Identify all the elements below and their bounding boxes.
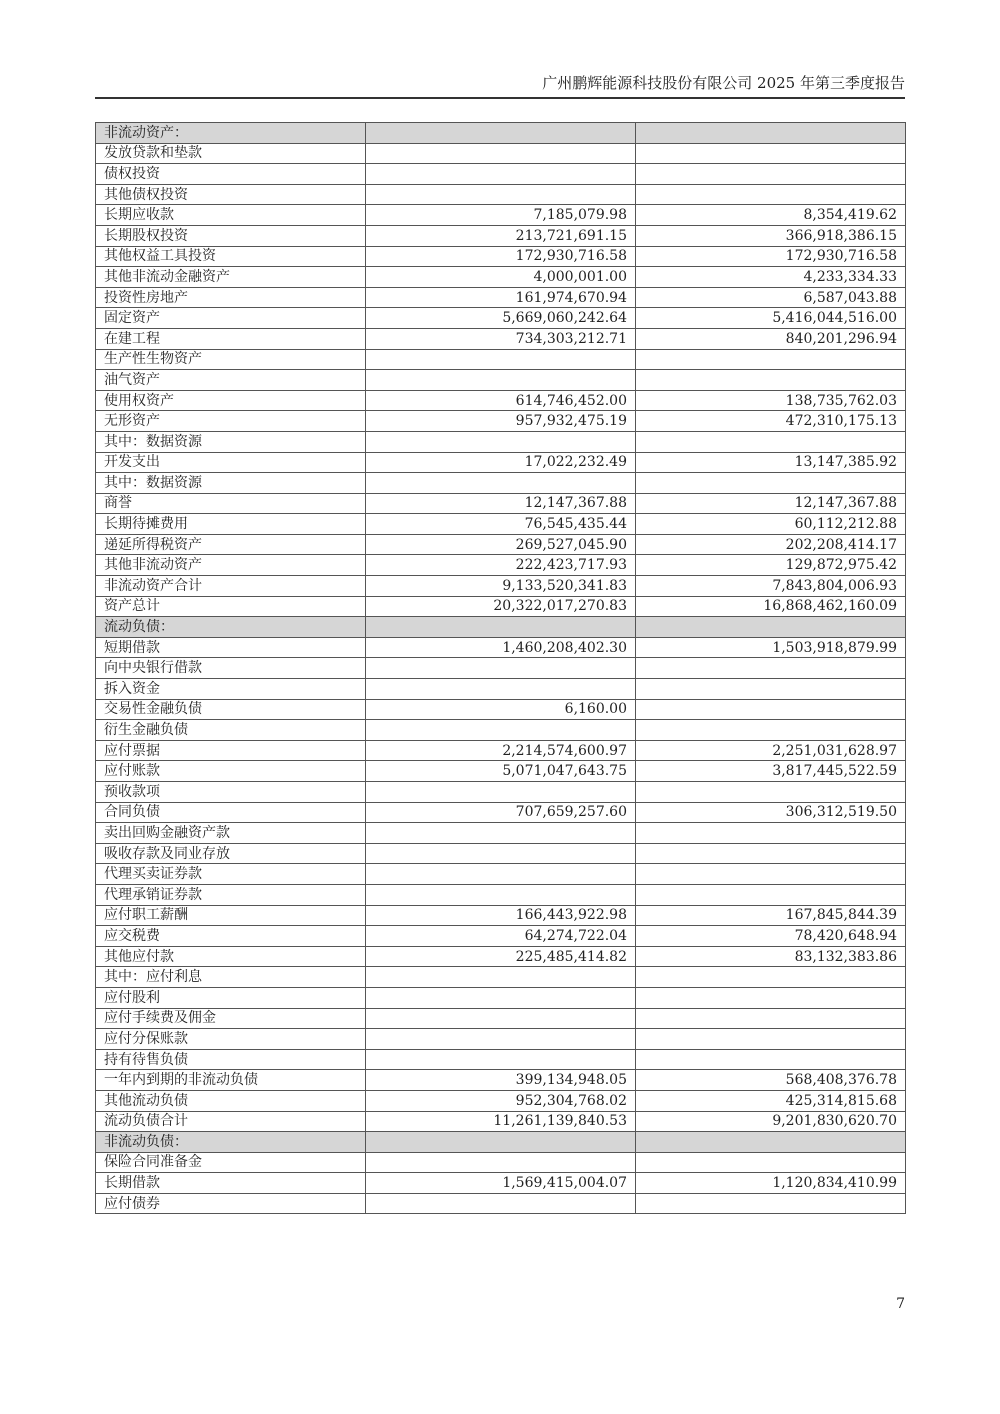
table-row [96, 267, 906, 288]
table-row [96, 514, 906, 535]
table-row [96, 1070, 906, 1091]
period-end-value: 5,071,047,643.75 [366, 761, 636, 782]
year-start-value: 129,872,975.42 [636, 555, 906, 576]
year-start-value: 366,918,386.15 [636, 225, 906, 246]
balance-sheet-body [96, 123, 906, 1214]
period-end-value [366, 987, 636, 1008]
year-start-value [636, 987, 906, 1008]
period-end-value: 11,261,139,840.53 [366, 1111, 636, 1132]
row-label: 长期股权投资 [96, 225, 366, 246]
year-start-value: 425,314,815.68 [636, 1090, 906, 1111]
row-label: 代理买卖证券款 [96, 864, 366, 885]
row-label: 商誉 [96, 493, 366, 514]
row-label: 非流动资产合计 [96, 576, 366, 597]
period-end-value [366, 1193, 636, 1214]
period-end-value: 76,545,435.44 [366, 514, 636, 535]
row-label: 资产总计 [96, 596, 366, 617]
period-end-value: 7,185,079.98 [366, 205, 636, 226]
row-label: 流动负债合计 [96, 1111, 366, 1132]
year-start-value [636, 1049, 906, 1070]
row-label: 拆入资金 [96, 679, 366, 700]
table-row [96, 864, 906, 885]
year-start-value: 83,132,383.86 [636, 946, 906, 967]
period-end-value [366, 123, 636, 144]
year-start-value: 9,201,830,620.70 [636, 1111, 906, 1132]
period-end-value: 64,274,722.04 [366, 926, 636, 947]
period-end-value [366, 143, 636, 164]
year-start-value [636, 864, 906, 885]
table-row [96, 905, 906, 926]
row-label: 吸收存款及同业存放 [96, 843, 366, 864]
row-label: 使用权资产 [96, 390, 366, 411]
year-start-value: 306,312,519.50 [636, 802, 906, 823]
period-end-value: 4,000,001.00 [366, 267, 636, 288]
table-row [96, 658, 906, 679]
period-end-value: 957,932,475.19 [366, 411, 636, 432]
year-start-value: 78,420,648.94 [636, 926, 906, 947]
row-label: 投资性房地产 [96, 287, 366, 308]
table-row [96, 555, 906, 576]
table-row [96, 431, 906, 452]
year-start-value [636, 1152, 906, 1173]
row-label: 应付账款 [96, 761, 366, 782]
period-end-value: 269,527,045.90 [366, 534, 636, 555]
period-end-value: 222,423,717.93 [366, 555, 636, 576]
table-row [96, 390, 906, 411]
table-row [96, 349, 906, 370]
row-label: 应付票据 [96, 740, 366, 761]
year-start-value [636, 1132, 906, 1153]
row-label: 债权投资 [96, 164, 366, 185]
year-start-value [636, 1029, 906, 1050]
period-end-value: 5,669,060,242.64 [366, 308, 636, 329]
table-row [96, 452, 906, 473]
year-start-value [636, 184, 906, 205]
table-row [96, 720, 906, 741]
row-label: 其中：数据资源 [96, 473, 366, 494]
period-end-value: 213,721,691.15 [366, 225, 636, 246]
balance-sheet-table [95, 122, 906, 1214]
year-start-value: 1,503,918,879.99 [636, 637, 906, 658]
year-start-value: 167,845,844.39 [636, 905, 906, 926]
table-row [96, 123, 906, 144]
row-label: 非流动资产： [96, 123, 366, 144]
year-start-value: 4,233,334.33 [636, 267, 906, 288]
year-start-value: 138,735,762.03 [636, 390, 906, 411]
period-end-value: 20,322,017,270.83 [366, 596, 636, 617]
period-end-value [366, 864, 636, 885]
row-label: 应付手续费及佣金 [96, 1008, 366, 1029]
period-end-value [366, 1008, 636, 1029]
row-label: 预收款项 [96, 782, 366, 803]
row-label: 其他非流动资产 [96, 555, 366, 576]
row-label: 应交税费 [96, 926, 366, 947]
year-start-value: 7,843,804,006.93 [636, 576, 906, 597]
row-label: 应付债券 [96, 1193, 366, 1214]
period-end-value [366, 967, 636, 988]
year-start-value: 13,147,385.92 [636, 452, 906, 473]
table-row [96, 679, 906, 700]
period-end-value: 2,214,574,600.97 [366, 740, 636, 761]
year-start-value: 1,120,834,410.99 [636, 1173, 906, 1194]
table-row [96, 411, 906, 432]
table-row [96, 473, 906, 494]
row-label: 其他流动负债 [96, 1090, 366, 1111]
row-label: 生产性生物资产 [96, 349, 366, 370]
period-end-value: 225,485,414.82 [366, 946, 636, 967]
page-number: 7 [896, 1296, 905, 1312]
table-row [96, 287, 906, 308]
table-row [96, 1090, 906, 1111]
row-label: 其他债权投资 [96, 184, 366, 205]
period-end-value [366, 617, 636, 638]
table-row [96, 534, 906, 555]
year-start-value: 60,112,212.88 [636, 514, 906, 535]
period-end-value: 952,304,768.02 [366, 1090, 636, 1111]
year-start-value [636, 720, 906, 741]
row-label: 长期借款 [96, 1173, 366, 1194]
period-end-value: 12,147,367.88 [366, 493, 636, 514]
row-label: 开发支出 [96, 452, 366, 473]
period-end-value: 17,022,232.49 [366, 452, 636, 473]
year-start-value: 5,416,044,516.00 [636, 308, 906, 329]
row-label: 应付股利 [96, 987, 366, 1008]
row-label: 其他权益工具投资 [96, 246, 366, 267]
row-label: 其中：应付利息 [96, 967, 366, 988]
year-start-value [636, 843, 906, 864]
row-label: 流动负债： [96, 617, 366, 638]
row-label: 衍生金融负债 [96, 720, 366, 741]
table-row [96, 802, 906, 823]
table-row [96, 1008, 906, 1029]
year-start-value: 840,201,296.94 [636, 328, 906, 349]
row-label: 其他非流动金融资产 [96, 267, 366, 288]
row-label: 发放贷款和垫款 [96, 143, 366, 164]
year-start-value [636, 164, 906, 185]
table-row [96, 761, 906, 782]
table-row [96, 205, 906, 226]
year-start-value: 568,408,376.78 [636, 1070, 906, 1091]
period-end-value [366, 1132, 636, 1153]
year-start-value [636, 823, 906, 844]
year-start-value: 472,310,175.13 [636, 411, 906, 432]
year-start-value [636, 1193, 906, 1214]
period-end-value: 6,160.00 [366, 699, 636, 720]
row-label: 代理承销证券款 [96, 884, 366, 905]
year-start-value [636, 349, 906, 370]
table-row [96, 576, 906, 597]
table-row [96, 164, 906, 185]
year-start-value [636, 1008, 906, 1029]
period-end-value [366, 658, 636, 679]
year-start-value [636, 679, 906, 700]
period-end-value [366, 473, 636, 494]
year-start-value: 6,587,043.88 [636, 287, 906, 308]
table-row [96, 1152, 906, 1173]
year-start-value [636, 473, 906, 494]
row-label: 保险合同准备金 [96, 1152, 366, 1173]
row-label: 合同负债 [96, 802, 366, 823]
year-start-value [636, 370, 906, 391]
period-end-value [366, 164, 636, 185]
year-start-value [636, 143, 906, 164]
year-start-value [636, 658, 906, 679]
row-label: 长期待摊费用 [96, 514, 366, 535]
table-row [96, 493, 906, 514]
row-label: 非流动负债： [96, 1132, 366, 1153]
row-label: 油气资产 [96, 370, 366, 391]
year-start-value: 202,208,414.17 [636, 534, 906, 555]
table-row [96, 782, 906, 803]
table-row [96, 1173, 906, 1194]
year-start-value: 16,868,462,160.09 [636, 596, 906, 617]
table-row [96, 370, 906, 391]
table-row [96, 1132, 906, 1153]
row-label: 固定资产 [96, 308, 366, 329]
table-row [96, 225, 906, 246]
year-start-value: 2,251,031,628.97 [636, 740, 906, 761]
table-row [96, 184, 906, 205]
table-row [96, 946, 906, 967]
period-end-value: 707,659,257.60 [366, 802, 636, 823]
row-label: 应付职工薪酬 [96, 905, 366, 926]
period-end-value: 172,930,716.58 [366, 246, 636, 267]
year-start-value: 172,930,716.58 [636, 246, 906, 267]
period-end-value [366, 782, 636, 803]
row-label: 递延所得税资产 [96, 534, 366, 555]
row-label: 向中央银行借款 [96, 658, 366, 679]
period-end-value: 1,569,415,004.07 [366, 1173, 636, 1194]
table-row [96, 843, 906, 864]
period-end-value [366, 720, 636, 741]
table-row [96, 1049, 906, 1070]
period-end-value [366, 1049, 636, 1070]
table-row [96, 967, 906, 988]
period-end-value: 166,443,922.98 [366, 905, 636, 926]
table-row [96, 823, 906, 844]
year-start-value: 8,354,419.62 [636, 205, 906, 226]
table-row [96, 926, 906, 947]
period-end-value: 1,460,208,402.30 [366, 637, 636, 658]
year-start-value: 3,817,445,522.59 [636, 761, 906, 782]
row-label: 无形资产 [96, 411, 366, 432]
table-row [96, 246, 906, 267]
row-label: 长期应收款 [96, 205, 366, 226]
report-title: 广州鹏辉能源科技股份有限公司 2025 年第三季度报告 [542, 74, 905, 92]
row-label: 卖出回购金融资产款 [96, 823, 366, 844]
period-end-value [366, 884, 636, 905]
row-label: 应付分保账款 [96, 1029, 366, 1050]
table-row [96, 740, 906, 761]
period-end-value: 734,303,212.71 [366, 328, 636, 349]
table-row [96, 1111, 906, 1132]
period-end-value: 9,133,520,341.83 [366, 576, 636, 597]
table-row [96, 596, 906, 617]
period-end-value: 399,134,948.05 [366, 1070, 636, 1091]
row-label: 持有待售负债 [96, 1049, 366, 1070]
table-row [96, 617, 906, 638]
row-label: 在建工程 [96, 328, 366, 349]
period-end-value: 614,746,452.00 [366, 390, 636, 411]
period-end-value [366, 679, 636, 700]
period-end-value [366, 823, 636, 844]
year-start-value [636, 699, 906, 720]
year-start-value [636, 967, 906, 988]
table-row [96, 143, 906, 164]
year-start-value [636, 431, 906, 452]
table-row [96, 884, 906, 905]
table-row [96, 699, 906, 720]
table-row [96, 1193, 906, 1214]
year-start-value [636, 123, 906, 144]
period-end-value [366, 349, 636, 370]
row-label: 其他应付款 [96, 946, 366, 967]
year-start-value: 12,147,367.88 [636, 493, 906, 514]
table-row [96, 328, 906, 349]
period-end-value: 161,974,670.94 [366, 287, 636, 308]
year-start-value [636, 782, 906, 803]
row-label: 一年内到期的非流动负债 [96, 1070, 366, 1091]
row-label: 其中：数据资源 [96, 431, 366, 452]
table-row [96, 987, 906, 1008]
year-start-value [636, 617, 906, 638]
table-row [96, 637, 906, 658]
period-end-value [366, 843, 636, 864]
year-start-value [636, 884, 906, 905]
table-row [96, 308, 906, 329]
period-end-value [366, 370, 636, 391]
period-end-value [366, 184, 636, 205]
table-row [96, 1029, 906, 1050]
page-header [95, 60, 905, 99]
period-end-value [366, 1029, 636, 1050]
row-label: 短期借款 [96, 637, 366, 658]
period-end-value [366, 1152, 636, 1173]
period-end-value [366, 431, 636, 452]
row-label: 交易性金融负债 [96, 699, 366, 720]
